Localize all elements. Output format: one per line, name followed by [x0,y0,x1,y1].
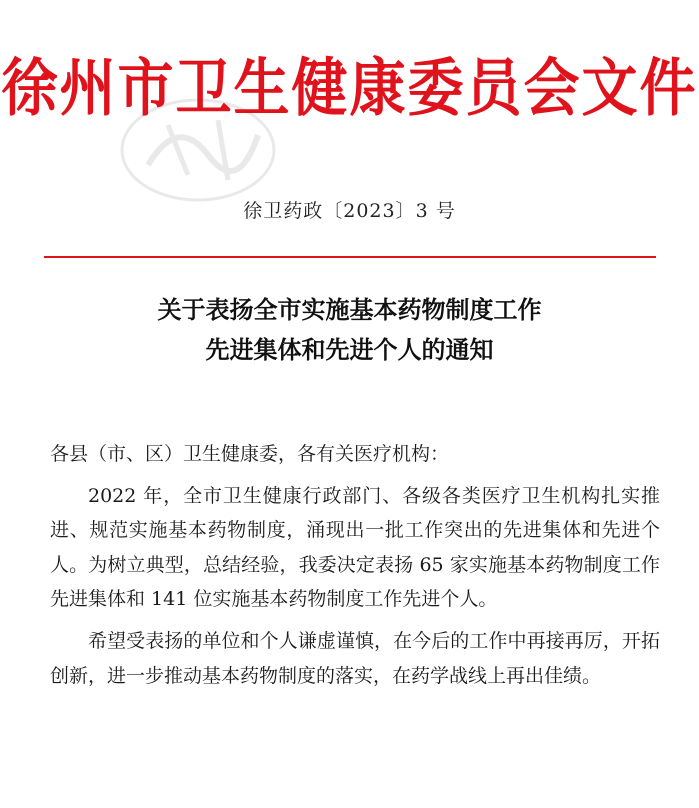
notice-title-line-1: 关于表扬全市实施基本药物制度工作 [157,295,542,324]
document-number: 徐卫药政〔2023〕3 号 [243,200,456,222]
issuer-header-title: 徐州市卫生健康委员会文件 [1,51,698,126]
notice-title [0,290,699,370]
body-paragraph-2: 希望受表扬的单位和个人谦虚谨慎，在今后的工作中再接再厉，开拓创新，进一步推动基本药物制度的落实，在药学战线上再出佳绩。 [50,629,660,687]
notice-body [50,437,660,693]
body-paragraph-1: 2022 年，全市卫生健康行政部门、各级各类医疗卫生机构扎实推进、规范实施基本药物制度，涌现出一批工作突出的先进集体和先进个人。为树立典型，总结经验，我委决定表扬 65 家实施基本药物制度工作先进集体和 141 位实施基本药物制度工作先进个人。 [50,484,660,611]
notice-title-line-2: 先进集体和先进个人的通知 [205,335,494,364]
red-divider-line [44,256,656,258]
salutation: 各县（市、区）卫生健康委，各有关医疗机构： [50,443,450,465]
